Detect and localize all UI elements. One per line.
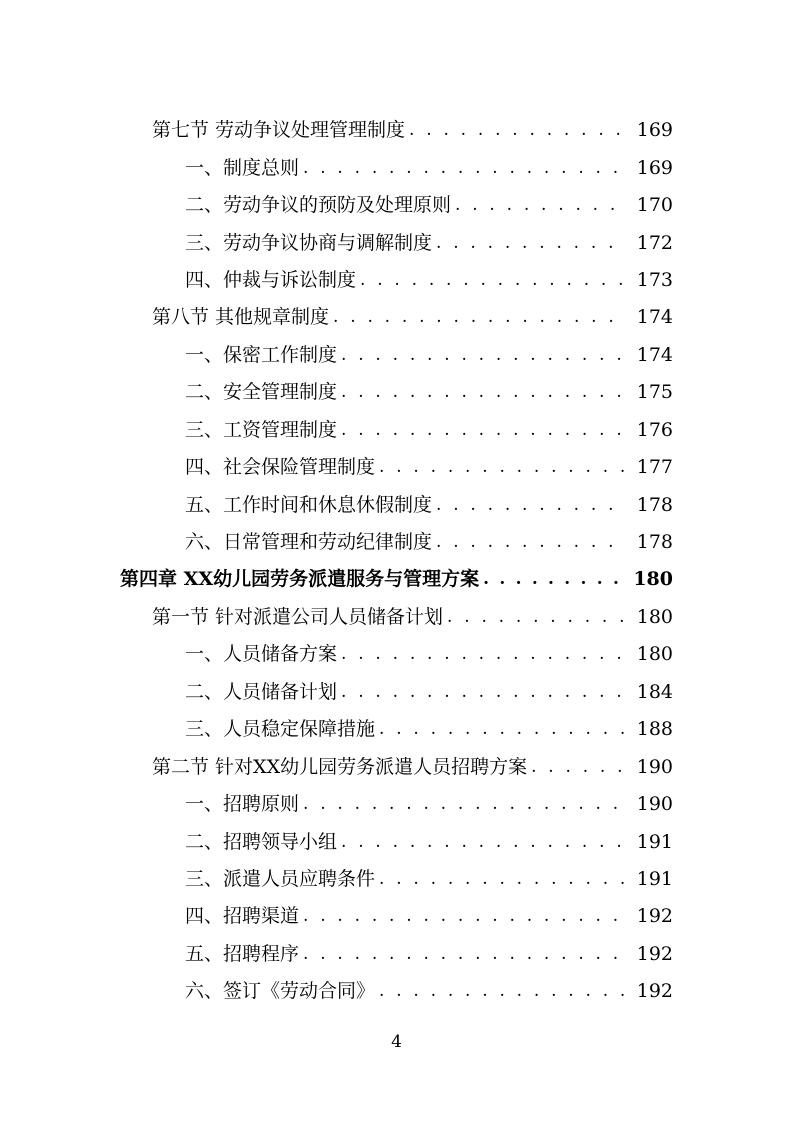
toc-entry-title: 第四章 XX幼儿园劳务派遣服务与管理方案 <box>120 568 480 591</box>
toc-entry-item[interactable] <box>0 524 793 561</box>
toc-entry-title: 二、劳动争议的预防及处理原则 <box>185 194 452 217</box>
dot-leader <box>409 122 625 139</box>
toc-entry-title: 二、招聘领导小组 <box>185 830 338 853</box>
dot-leader <box>436 534 625 551</box>
toc-entry-page: 169 <box>636 119 673 142</box>
toc-entry-page: 173 <box>636 268 673 291</box>
toc-entry-page: 192 <box>636 980 673 1003</box>
toc-entry-page: 191 <box>636 867 673 890</box>
dot-leader <box>531 759 625 776</box>
toc-entry-item[interactable] <box>0 486 793 523</box>
dot-leader <box>303 160 625 177</box>
toc-entry-chapter[interactable] <box>0 561 793 598</box>
toc-entry-title: 一、招聘原则 <box>185 793 300 816</box>
dot-leader <box>360 272 625 289</box>
toc-entry-item[interactable] <box>0 898 793 935</box>
dot-leader <box>379 871 625 888</box>
toc-entry-title: 五、招聘程序 <box>185 942 300 965</box>
dot-leader <box>436 497 625 514</box>
toc-entry-title: 四、社会保险管理制度 <box>185 456 376 479</box>
toc-entry-item[interactable] <box>0 149 793 186</box>
toc-entry-item[interactable] <box>0 337 793 374</box>
toc-entry-title: 三、劳动争议协商与调解制度 <box>185 231 433 254</box>
table-of-contents <box>0 112 793 1011</box>
toc-entry-item[interactable] <box>0 374 793 411</box>
toc-entry-title: 一、人员储备方案 <box>185 643 338 666</box>
toc-entry-item[interactable] <box>0 711 793 748</box>
toc-entry-page: 170 <box>636 194 673 217</box>
toc-entry-title: 第八节 其他规章制度 <box>152 306 330 329</box>
toc-entry-title: 二、安全管理制度 <box>185 381 338 404</box>
toc-entry-title: 第一节 针对派遣公司人员储备计划 <box>152 605 444 628</box>
toc-entry-item[interactable] <box>0 187 793 224</box>
toc-entry-page: 174 <box>636 343 673 366</box>
toc-entry-page: 188 <box>636 718 673 741</box>
toc-entry-title: 六、签订《劳动合同》 <box>185 980 376 1003</box>
dot-leader <box>303 796 625 813</box>
page-number: 4 <box>391 1032 402 1052</box>
toc-entry-item[interactable] <box>0 412 793 449</box>
toc-entry-title: 三、派遣人员应聘条件 <box>185 867 376 890</box>
toc-entry-section[interactable] <box>0 299 793 336</box>
toc-entry-item[interactable] <box>0 861 793 898</box>
toc-entry-item[interactable] <box>0 262 793 299</box>
toc-entry-page: 192 <box>636 905 673 928</box>
toc-entry-item[interactable] <box>0 823 793 860</box>
dot-leader <box>379 983 625 1000</box>
toc-entry-title: 第二节 针对XX幼儿园劳务派遣人员招聘方案 <box>152 755 528 778</box>
dot-leader <box>341 684 625 701</box>
dot-leader <box>333 309 625 326</box>
toc-entry-page: 172 <box>636 231 673 254</box>
toc-entry-item[interactable] <box>0 786 793 823</box>
dot-leader <box>341 422 625 439</box>
toc-entry-item[interactable] <box>0 224 793 261</box>
toc-entry-item[interactable] <box>0 449 793 486</box>
toc-entry-title: 四、仲裁与诉讼制度 <box>185 268 357 291</box>
toc-entry-title: 三、人员稳定保障措施 <box>185 718 376 741</box>
toc-entry-section[interactable] <box>0 112 793 149</box>
toc-entry-page: 190 <box>636 793 673 816</box>
toc-entry-page: 178 <box>636 531 673 554</box>
dot-leader <box>455 197 625 214</box>
dot-leader <box>379 459 625 476</box>
toc-entry-title: 二、人员储备计划 <box>185 680 338 703</box>
dot-leader <box>341 646 625 663</box>
toc-entry-item[interactable] <box>0 636 793 673</box>
toc-entry-page: 191 <box>636 830 673 853</box>
toc-entry-page: 174 <box>636 306 673 329</box>
toc-entry-item[interactable] <box>0 674 793 711</box>
toc-entry-page: 175 <box>636 381 673 404</box>
toc-entry-section[interactable] <box>0 748 793 785</box>
dot-leader <box>447 609 625 626</box>
toc-entry-section[interactable] <box>0 599 793 636</box>
dot-leader <box>379 721 625 738</box>
toc-entry-page: 180 <box>636 643 673 666</box>
toc-entry-title: 一、保密工作制度 <box>185 343 338 366</box>
toc-entry-title: 第七节 劳动争议处理管理制度 <box>152 119 406 142</box>
toc-entry-title: 四、招聘渠道 <box>185 905 300 928</box>
toc-entry-page: 192 <box>636 942 673 965</box>
toc-entry-item[interactable] <box>0 936 793 973</box>
toc-entry-title: 三、工资管理制度 <box>185 418 338 441</box>
dot-leader <box>341 384 625 401</box>
toc-entry-page: 190 <box>636 755 673 778</box>
dot-leader <box>436 235 625 252</box>
dot-leader <box>341 834 625 851</box>
dot-leader <box>303 946 625 963</box>
toc-entry-page: 180 <box>636 605 673 628</box>
toc-entry-title: 一、制度总则 <box>185 156 300 179</box>
toc-entry-title: 六、日常管理和劳动纪律制度 <box>185 531 433 554</box>
dot-leader <box>303 908 625 925</box>
toc-entry-title: 五、工作时间和休息休假制度 <box>185 493 433 516</box>
toc-entry-page: 184 <box>636 680 673 703</box>
toc-entry-page: 178 <box>636 493 673 516</box>
toc-entry-page: 177 <box>636 456 673 479</box>
dot-leader <box>341 347 625 364</box>
toc-entry-page: 169 <box>636 156 673 179</box>
dot-leader <box>483 571 625 588</box>
toc-entry-page: 176 <box>636 418 673 441</box>
toc-entry-item[interactable] <box>0 973 793 1010</box>
toc-entry-page: 180 <box>633 568 673 591</box>
